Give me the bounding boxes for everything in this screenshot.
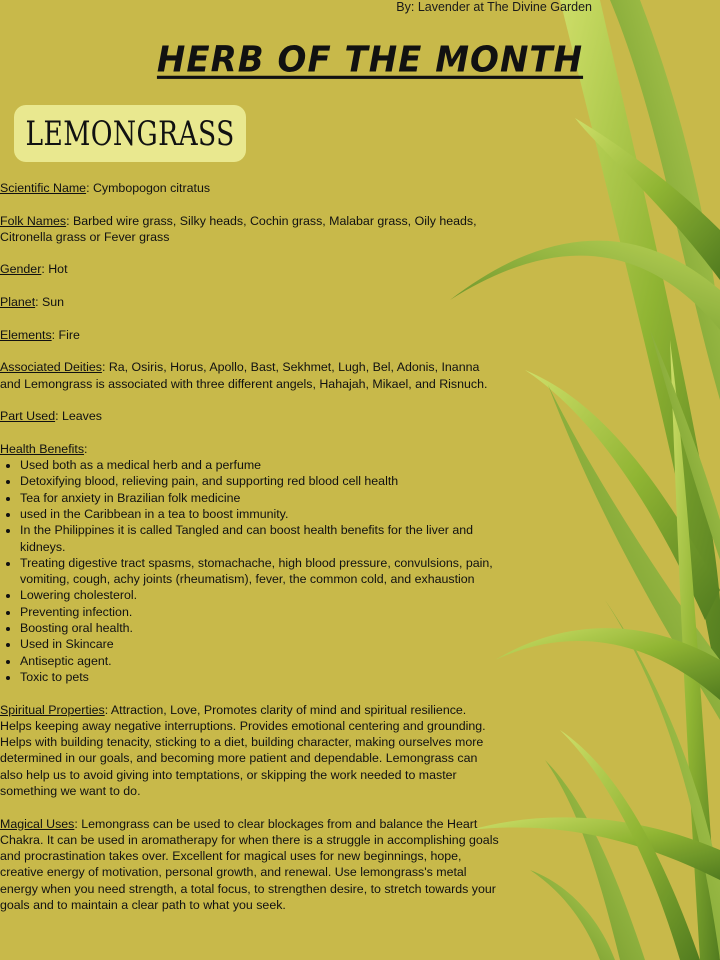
- herb-name-badge: [14, 105, 246, 162]
- part-used: [0, 408, 500, 424]
- field-value: : Hot: [41, 262, 68, 277]
- field-value: : Barbed wire grass, Silky heads, Cochin grass, Malabar grass, Oily heads, Citronella grass or Fever grass: [0, 213, 477, 244]
- elements: [0, 327, 500, 343]
- list-item: • Antiseptic agent.: [20, 653, 500, 669]
- list-item: • Detoxifying blood, relieving pain, and supporting red blood cell health: [20, 473, 500, 489]
- field-value: : Fire: [51, 327, 80, 342]
- list-item: • Preventing infection.: [20, 604, 500, 620]
- health-benefits: [0, 441, 500, 457]
- list-item: • Treating digestive tract spasms, stomachache, high blood pressure, convulsions, pain, vomiting, cough, achy joints (rheumatism), fever, the common cold, and exhaustion: [20, 555, 500, 588]
- field-label: Elements: [0, 327, 52, 342]
- field-value: : Ra, Osiris, Horus, Apollo, Bast, Sekhmet, Lugh, Bel, Adonis, Inanna and Lemongrass is associated with three different angels, Hahajah, Mikael, and Risnuch.: [0, 360, 488, 391]
- field-label: Magical Uses: [0, 816, 75, 831]
- herb-details: [0, 180, 500, 930]
- magical-uses: [0, 816, 500, 914]
- list-item: • Tea for anxiety in Brazilian folk medicine: [20, 490, 500, 506]
- gender: [0, 261, 500, 277]
- field-colon: :: [84, 441, 88, 456]
- field-label: Part Used: [0, 409, 56, 424]
- field-label: Spiritual Properties: [0, 702, 105, 717]
- folk-names: [0, 213, 500, 246]
- planet: [0, 294, 500, 310]
- field-value: : Attraction, Love, Promotes clarity of mind and spiritual resilience. Helps keeping away negative interruptions. Provides emotional centering and grounding. Helps with building tenacity, sticking to a diet, building character, making ourselves more determined in our goals, and becoming more patient and dependable. Lemongrass can also help us to avoid giving into temptations, or skipping the work needed to master something we want to do.: [0, 702, 486, 798]
- field-value: : Lemongrass can be used to clear blockages from and balance the Heart Chakra. It can be used in aromatherapy for when there is a struggle in accomplishing goals and procrastination takes over. Excellent for magical uses for new beginnings, hope, creative energy of motivation, personal growth, and renewal. Use lemongrass's metal energy when you need strength, a total focus, to strengthen desire, to stretch towards your goals and to maintain a clear path to what you seek.: [0, 816, 499, 913]
- spiritual-properties: [0, 702, 500, 800]
- associated-deities: [0, 359, 500, 392]
- herb-name: LEMONGRASS: [25, 113, 235, 154]
- field-label: Scientific Name: [0, 181, 87, 195]
- list-item: • Toxic to pets: [20, 669, 500, 685]
- field-value: : Sun: [35, 295, 65, 310]
- list-item: • used in the Caribbean in a tea to boost immunity.: [20, 506, 500, 522]
- page-title: HERB OF THE MONTH: [156, 39, 584, 81]
- field-label: Planet: [0, 295, 36, 310]
- field-label: Health Benefits: [0, 441, 85, 456]
- list-item: • Boosting oral health.: [20, 620, 500, 636]
- field-label: Associated Deities: [0, 360, 102, 375]
- health-benefits-list: [0, 457, 500, 685]
- list-item: • Lowering cholesterol.: [20, 587, 500, 603]
- byline: By: Lavender at The Divine Garden: [396, 0, 592, 14]
- field-label: Folk Names: [0, 213, 67, 228]
- list-item: • In the Philippines it is called Tangled and can boost health benefits for the liver and kidneys.: [20, 522, 500, 555]
- field-value: : Leaves: [55, 409, 102, 424]
- scientific-name: [0, 180, 500, 196]
- field-value: : Cymbopogon citratus: [86, 181, 211, 195]
- list-item: • Used both as a medical herb and a perfume: [20, 457, 500, 473]
- list-item: • Used in Skincare: [20, 636, 500, 652]
- field-label: Gender: [0, 262, 42, 277]
